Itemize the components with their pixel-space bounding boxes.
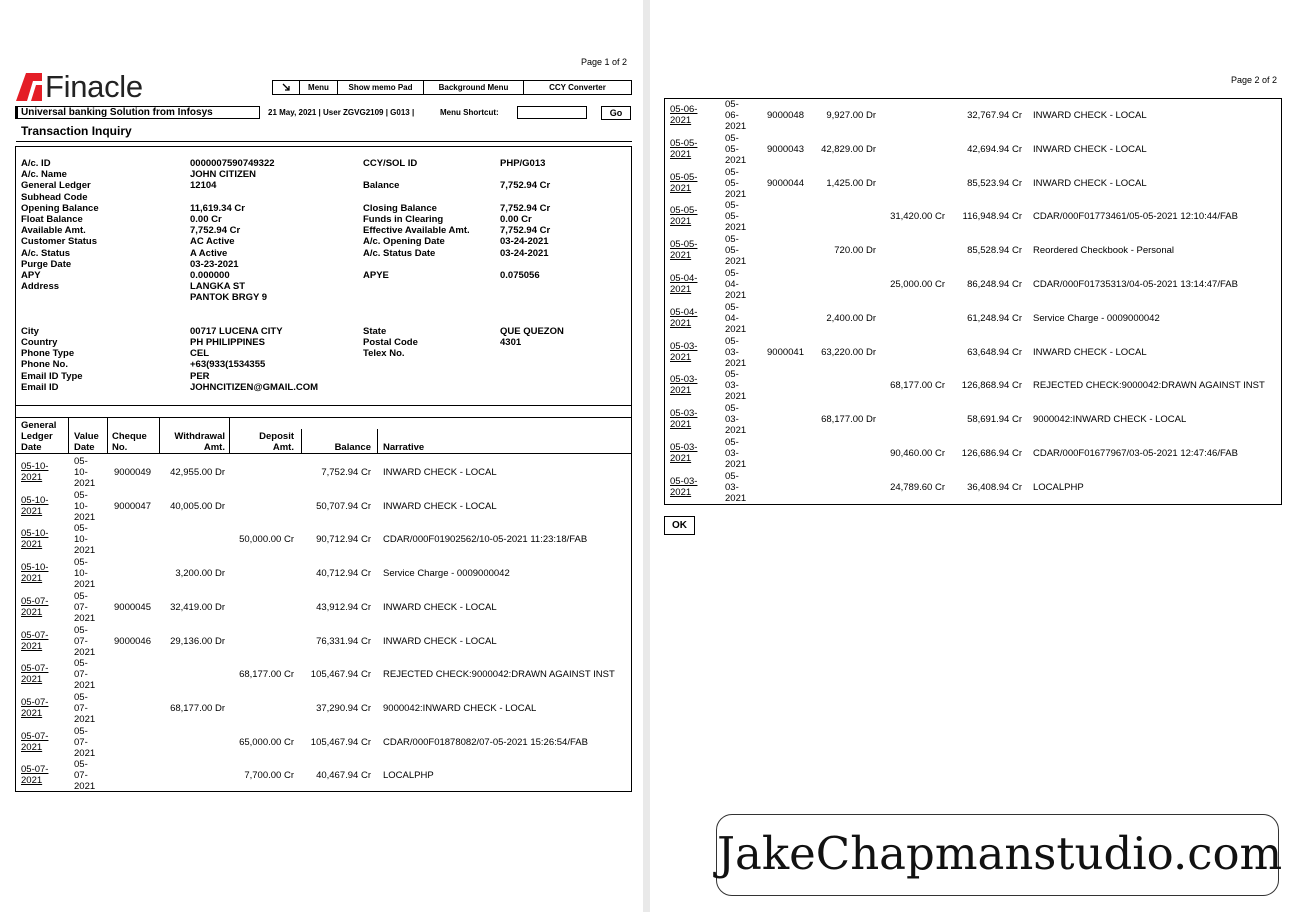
field-label: Available Amt. [21, 225, 86, 237]
narrative: INWARD CHECK - LOCAL [383, 467, 497, 478]
table-row [665, 99, 1281, 133]
back-arrow-button[interactable] [273, 81, 300, 94]
gl-date-link[interactable]: 05-03- 2021 [670, 374, 698, 397]
cheque-number: 9000045 [114, 601, 151, 613]
field-value [190, 192, 318, 203]
field-label: Closing Balance [363, 202, 437, 214]
page-title: Transaction Inquiry [21, 124, 132, 138]
account-values-left [190, 158, 318, 393]
deposit-amount: 25,000.00 Cr [890, 279, 945, 290]
gl-date-link[interactable]: 05-07- 2021 [21, 629, 49, 652]
statement-page-1 [0, 0, 643, 912]
table-row [16, 625, 631, 659]
field-value: 0.000000 [190, 269, 230, 281]
field-label: Purge Date [21, 258, 72, 270]
value-date: 05- 04- 2021 [725, 301, 747, 335]
field-value: JOHNCITIZEN@GMAIL.COM [190, 381, 319, 393]
balance-amount: 37,290.94 Cr [316, 702, 371, 714]
deposit-amount: 65,000.00 Cr [239, 736, 294, 748]
narrative: 9000042:INWARD CHECK - LOCAL [383, 702, 537, 714]
gl-date-link[interactable]: 05-07- 2021 [21, 595, 49, 618]
value-date: 05- 05- 2021 [725, 200, 747, 234]
balance-amount: 126,868.94 Cr [961, 380, 1022, 392]
field-value: 0000007590749322 [190, 158, 275, 169]
field-label: Subhead Code [21, 191, 88, 203]
value-date: 05- 10- 2021 [74, 557, 96, 591]
finacle-logo-icon [16, 73, 42, 101]
gl-date-link[interactable]: 05-10- 2021 [21, 562, 49, 585]
balance-amount: 63,648.94 Cr [967, 346, 1022, 358]
gl-date-link[interactable]: 05-07- 2021 [21, 663, 49, 686]
value-date: 05- 10- 2021 [74, 456, 96, 489]
value-date: 05- 03- 2021 [725, 369, 747, 403]
field-label: A/c. Name [21, 169, 67, 181]
table-row [665, 234, 1281, 268]
field-value: QUE QUEZON [500, 325, 564, 337]
col-gl-date: General Ledger Date [21, 420, 57, 453]
balance-amount: 105,467.94 Cr [310, 736, 371, 748]
divider [16, 141, 632, 142]
narrative: INWARD CHECK - LOCAL [383, 635, 497, 647]
field-label: Phone Type [21, 348, 75, 360]
field-value: AC Active [190, 236, 235, 248]
field-label: A/c. Opening Date [363, 236, 445, 248]
balance-amount: 86,248.94 Cr [967, 279, 1022, 290]
value-date: 05- 05- 2021 [725, 234, 747, 268]
field-value [500, 371, 564, 382]
field-label [363, 192, 470, 203]
table-row [665, 403, 1281, 437]
gl-date-link[interactable]: 05-05- 2021 [670, 171, 698, 194]
col-deposit: Deposit Amt. [259, 431, 294, 453]
value-date: 05- 05- 2021 [725, 166, 747, 200]
narrative: REJECTED CHECK:9000042:DRAWN AGAINST INST [1033, 380, 1265, 392]
field-value [500, 359, 564, 370]
narrative: REJECTED CHECK:9000042:DRAWN AGAINST INST [383, 669, 615, 681]
field-label: Customer Status [21, 236, 98, 248]
table-row [16, 726, 631, 760]
field-value [500, 292, 564, 303]
gl-date-link[interactable]: 05-10- 2021 [21, 461, 49, 483]
cheque-number: 9000047 [114, 500, 151, 512]
field-label: Email ID [21, 381, 59, 393]
field-label [363, 303, 470, 314]
table-row [665, 336, 1281, 370]
field-label: CCY/SOL ID [363, 158, 418, 169]
withdrawal-amount: 68,177.00 Dr [821, 414, 876, 426]
field-label: Telex No. [363, 348, 405, 360]
table-row [665, 437, 1281, 471]
field-value [500, 192, 564, 203]
field-label [363, 259, 470, 270]
field-label: APY [21, 269, 41, 281]
deposit-amount: 68,177.00 Cr [890, 380, 945, 392]
field-value: 7,752.94 Cr [500, 202, 551, 214]
withdrawal-amount: 68,177.00 Dr [170, 702, 225, 714]
field-label: Address [21, 281, 60, 293]
field-value: +63(933(1534355 [190, 359, 266, 371]
narrative: Service Charge - 0009000042 [1033, 312, 1160, 324]
separator-band [15, 406, 632, 418]
value-date: 05- 07- 2021 [74, 691, 96, 725]
ok-button[interactable]: OK [664, 516, 695, 535]
field-label: APYE [363, 269, 389, 281]
col-balance: Balance [334, 442, 371, 453]
table-row [16, 591, 631, 625]
table-row [665, 133, 1281, 167]
table-row [665, 167, 1281, 201]
field-value: 11,619.34 Cr [190, 202, 245, 214]
logo-text: Finacle [45, 69, 143, 104]
field-value: PHP/G013 [500, 158, 546, 169]
gl-date-link[interactable]: 05-10- 2021 [21, 494, 49, 517]
balance-amount: 58,691.94 Cr [967, 414, 1022, 426]
table-row [16, 759, 631, 793]
go-button[interactable]: Go [601, 106, 631, 120]
field-label [363, 281, 470, 292]
field-value [500, 382, 564, 393]
finacle-logo [16, 70, 143, 104]
field-label [363, 169, 470, 180]
gl-date-link[interactable]: 05-06- 2021 [670, 104, 698, 126]
deposit-amount: 50,000.00 Cr [239, 534, 294, 546]
narrative: CDAR/000F01735313/04-05-2021 13:14:47/FAB [1033, 279, 1238, 290]
field-label: Phone No. [21, 359, 68, 371]
cheque-number: 9000048 [767, 110, 804, 121]
account-labels-left [21, 158, 99, 393]
arrow-down-right-icon [282, 83, 291, 92]
field-value [500, 259, 564, 270]
menu-shortcut-input[interactable] [517, 106, 587, 119]
withdrawal-amount: 63,220.00 Dr [821, 346, 876, 358]
field-value [500, 315, 564, 326]
table-row [16, 523, 631, 557]
balance-amount: 116,948.94 Cr [962, 211, 1022, 223]
field-value: PANTOK BRGY 9 [190, 292, 268, 304]
field-value: 0.00 Cr [500, 213, 532, 225]
field-value: 4301 [500, 337, 522, 348]
account-labels-right [363, 158, 470, 393]
gl-date-link[interactable]: 05-07- 2021 [21, 696, 49, 719]
date-user-info: 21 May, 2021 | User ZGVG2109 | G013 | [268, 108, 415, 117]
value-date: 05- 06- 2021 [725, 99, 747, 132]
narrative: Reordered Checkbook - Personal [1033, 245, 1174, 257]
withdrawal-amount: 720.00 Dr [834, 245, 876, 257]
balance-amount: 76,331.94 Cr [316, 635, 371, 647]
deposit-amount: 7,700.00 Cr [244, 770, 294, 782]
field-label: Funds in Clearing [363, 213, 444, 225]
field-label [21, 292, 99, 303]
deposit-amount: 31,420.00 Cr [890, 211, 945, 223]
table-row [665, 302, 1281, 336]
cheque-number: 9000049 [114, 467, 151, 478]
field-value: 00717 LUCENA CITY [190, 325, 283, 337]
narrative: 9000042:INWARD CHECK - LOCAL [1033, 414, 1187, 426]
balance-amount: 105,467.94 Cr [310, 669, 371, 681]
transactions-table [15, 418, 632, 792]
field-value: 7,752.94 Cr [500, 225, 551, 237]
field-label: A/c. ID [21, 158, 51, 169]
subtitle: Universal banking Solution from Infosys [21, 107, 213, 118]
gl-date-link[interactable]: 05-10- 2021 [21, 528, 49, 551]
table-row [16, 557, 631, 591]
gl-date-link[interactable]: 05-07- 2021 [21, 730, 49, 753]
balance-amount: 61,248.94 Cr [967, 312, 1022, 324]
gl-date-link[interactable]: 05-03- 2021 [670, 442, 698, 464]
ccy-converter-button[interactable]: CCY Converter [549, 83, 606, 92]
value-date: 05- 03- 2021 [725, 403, 747, 437]
field-value: A Active [190, 247, 228, 259]
transactions-table-continued [664, 98, 1282, 505]
value-date: 05- 10- 2021 [74, 523, 96, 557]
gl-date-link[interactable]: 05-05- 2021 [670, 137, 698, 160]
narrative: CDAR/000F01773461/05-05-2021 12:10:44/FAB [1033, 211, 1238, 223]
field-label: State [363, 325, 387, 337]
field-value: PH PHILIPPINES [190, 337, 265, 348]
field-label [21, 315, 99, 326]
subtitle-bar [16, 106, 260, 119]
menu-bar [272, 80, 632, 95]
field-value [500, 348, 564, 359]
withdrawal-amount: 2,400.00 Dr [826, 312, 876, 324]
field-label: Effective Available Amt. [363, 225, 470, 237]
narrative: Service Charge - 0009000042 [383, 568, 510, 580]
col-cheque-no: Cheque No. [112, 431, 147, 453]
withdrawal-amount: 3,200.00 Dr [175, 568, 225, 580]
table-row [16, 456, 631, 490]
deposit-amount: 90,460.00 Cr [890, 448, 945, 459]
menu-shortcut-label: Menu Shortcut: [440, 108, 499, 117]
field-label: Postal Code [363, 337, 418, 348]
value-date: 05- 07- 2021 [74, 759, 96, 793]
field-value: 0.00 Cr [190, 213, 222, 225]
balance-amount: 32,767.94 Cr [967, 110, 1022, 121]
table-row [16, 692, 631, 726]
gl-date-link[interactable]: 05-03- 2021 [670, 475, 698, 498]
field-value: 7,752.94 Cr [190, 225, 241, 237]
field-label [363, 359, 470, 370]
table-row [665, 471, 1281, 505]
gl-date-link[interactable]: 05-03- 2021 [670, 340, 698, 363]
page-number: Page 2 of 2 [1231, 75, 1278, 85]
narrative: CDAR/000F01677967/03-05-2021 12:47:46/FAB [1033, 448, 1238, 459]
value-date: 05- 07- 2021 [74, 590, 96, 624]
gl-date-link[interactable]: 05-03- 2021 [670, 408, 698, 431]
field-value: JOHN CITIZEN [190, 169, 256, 181]
field-value [190, 303, 318, 314]
balance-amount: 126,686.94 Cr [961, 448, 1022, 459]
gl-date-link[interactable]: 05-05- 2021 [670, 205, 698, 228]
field-label: A/c. Status Date [363, 247, 436, 259]
field-value: CEL [190, 348, 209, 360]
narrative: CDAR/000F01878082/07-05-2021 15:26:54/FAB [383, 736, 588, 748]
narrative: LOCALPHP [1033, 481, 1084, 493]
table-row [665, 200, 1281, 234]
balance-amount: 90,712.94 Cr [316, 534, 371, 546]
menu-button[interactable]: Menu [300, 81, 338, 94]
withdrawal-amount: 42,829.00 Dr [821, 143, 876, 155]
value-date: 05- 10- 2021 [74, 489, 96, 523]
statement-page-2 [650, 0, 1293, 912]
field-value: 12104 [190, 180, 217, 192]
field-value: 03-23-2021 [190, 258, 239, 270]
cheque-number: 9000043 [767, 143, 804, 155]
field-value: 03-24-2021 [500, 247, 549, 259]
table-row [665, 369, 1281, 403]
field-label: City [21, 325, 39, 337]
page-number: Page 1 of 2 [581, 57, 628, 67]
value-date: 05- 04- 2021 [725, 268, 747, 301]
cheque-number: 9000041 [767, 346, 804, 358]
account-values-right [500, 158, 564, 393]
field-label: A/c. Status [21, 247, 71, 259]
withdrawal-amount: 42,955.00 Dr [170, 467, 225, 478]
field-value [500, 303, 564, 314]
balance-amount: 36,408.94 Cr [967, 481, 1022, 493]
watermark: JakeChapmanstudio.com [716, 814, 1279, 896]
withdrawal-amount: 9,927.00 Dr [826, 110, 876, 121]
field-value: 03-24-2021 [500, 236, 549, 248]
gl-date-link[interactable]: 05-07- 2021 [21, 764, 49, 787]
field-value [190, 315, 318, 326]
field-label: General Ledger [21, 180, 91, 192]
field-value: 7,752.94 Cr [500, 180, 551, 192]
table-row [16, 490, 631, 524]
withdrawal-amount: 29,136.00 Dr [170, 635, 225, 647]
balance-amount: 50,707.94 Cr [316, 500, 371, 512]
deposit-amount: 68,177.00 Cr [239, 669, 294, 681]
value-date: 05- 07- 2021 [74, 725, 96, 759]
field-label [21, 303, 99, 314]
table-row [16, 658, 631, 692]
field-value [500, 281, 564, 292]
field-label: Email ID Type [21, 370, 83, 382]
value-date: 05- 03- 2021 [725, 470, 747, 504]
field-label [363, 292, 470, 303]
narrative: INWARD CHECK - LOCAL [1033, 346, 1147, 358]
field-label: Float Balance [21, 213, 83, 225]
field-label: Opening Balance [21, 202, 99, 214]
field-value: PER [190, 370, 210, 382]
balance-amount: 40,467.94 Cr [316, 770, 371, 782]
col-narrative: Narrative [383, 442, 425, 453]
gl-date-link[interactable]: 05-05- 2021 [670, 239, 698, 262]
value-date: 05- 07- 2021 [74, 624, 96, 658]
field-label [363, 371, 470, 382]
col-withdrawal: Withdrawal Amt. [174, 431, 225, 453]
field-value: 0.075056 [500, 269, 540, 281]
deposit-amount: 24,789.60 Cr [890, 481, 945, 493]
narrative: INWARD CHECK - LOCAL [1033, 177, 1147, 189]
col-value-date: Value Date [74, 431, 99, 453]
background-menu-button[interactable]: Background Menu [424, 81, 524, 94]
account-details-panel [15, 146, 632, 406]
show-memo-pad-button[interactable]: Show memo Pad [338, 81, 424, 94]
narrative: INWARD CHECK - LOCAL [383, 601, 497, 613]
gl-date-link[interactable]: 05-04- 2021 [670, 306, 698, 329]
table-header [16, 418, 631, 454]
value-date: 05- 05- 2021 [725, 132, 747, 166]
narrative: LOCALPHP [383, 770, 434, 782]
narrative: INWARD CHECK - LOCAL [1033, 143, 1147, 155]
balance-amount: 42,694.94 Cr [967, 143, 1022, 155]
field-label: Balance [363, 180, 400, 192]
balance-amount: 40,712.94 Cr [316, 568, 371, 580]
narrative: CDAR/000F01902562/10-05-2021 11:23:18/FAB [383, 534, 588, 546]
field-label [363, 315, 470, 326]
value-date: 05- 03- 2021 [725, 335, 747, 369]
value-date: 05- 07- 2021 [74, 658, 96, 692]
field-label: Country [21, 337, 58, 348]
cheque-number: 9000046 [114, 635, 151, 647]
value-date: 05- 03- 2021 [725, 437, 747, 470]
table-row [665, 268, 1281, 302]
field-value: LANGKA ST [190, 281, 246, 293]
balance-amount: 7,752.94 Cr [321, 467, 371, 478]
narrative: INWARD CHECK - LOCAL [383, 500, 497, 512]
balance-amount: 85,523.94 Cr [967, 177, 1022, 189]
narrative: INWARD CHECK - LOCAL [1033, 110, 1147, 121]
balance-amount: 85,528.94 Cr [967, 245, 1022, 257]
field-value [500, 169, 564, 180]
withdrawal-amount: 40,005.00 Dr [170, 500, 225, 512]
gl-date-link[interactable]: 05-04- 2021 [670, 273, 698, 295]
cheque-number: 9000044 [767, 177, 804, 189]
withdrawal-amount: 32,419.00 Dr [170, 601, 225, 613]
field-label [363, 382, 470, 393]
withdrawal-amount: 1,425.00 Dr [826, 177, 876, 189]
balance-amount: 43,912.94 Cr [316, 601, 371, 613]
